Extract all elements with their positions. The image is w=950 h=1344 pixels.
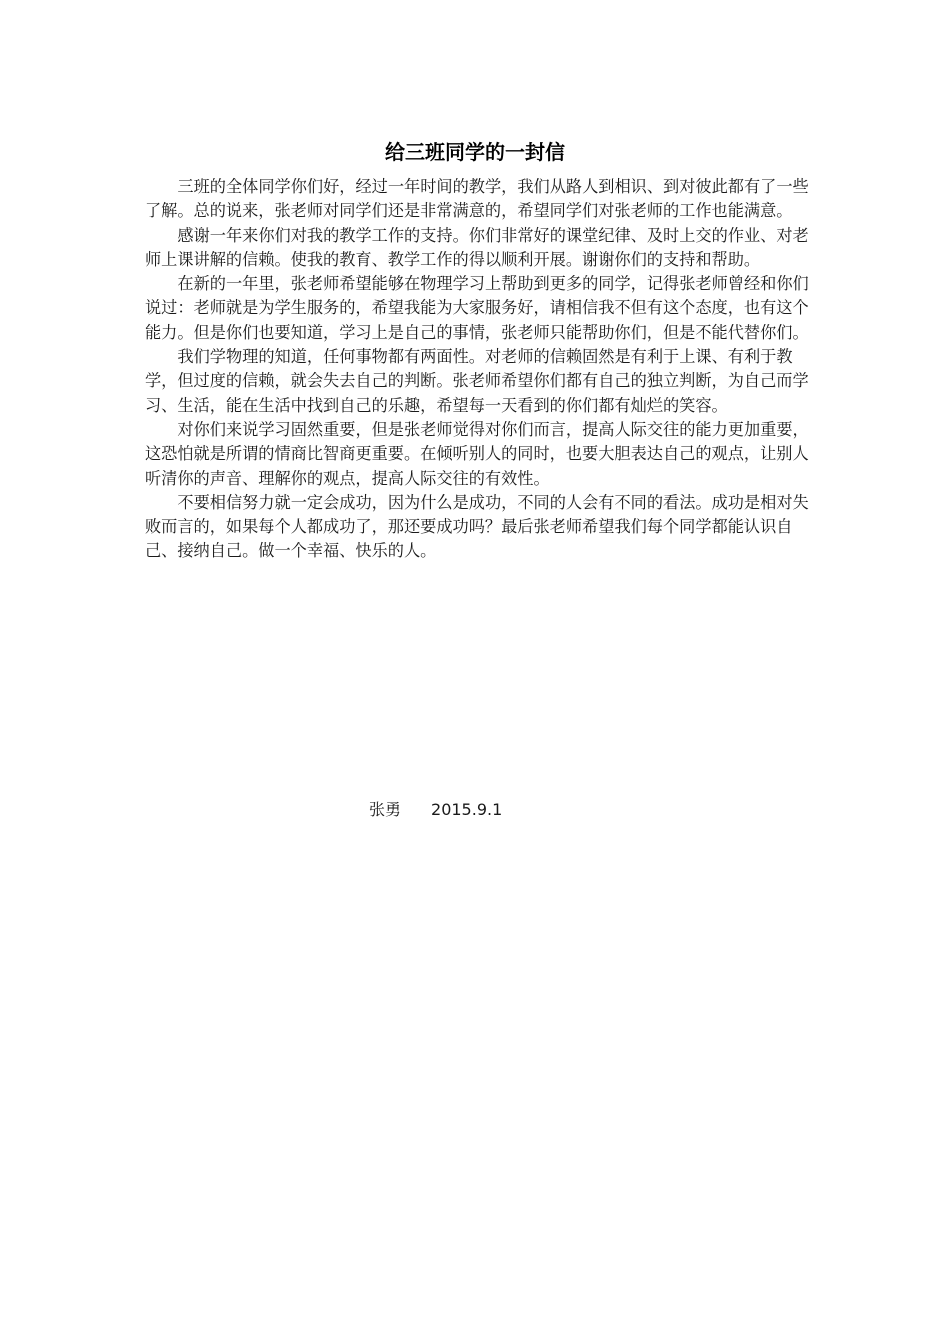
letter-title: 给三班同学的一封信 bbox=[385, 140, 565, 164]
paragraph-5: 对你们来说学习固然重要，但是张老师觉得对你们而言，提高人际交往的能力更加重要，这恐怕就是所谓的情商比智商更重要。在倾听别人的同时，也要大胆表达自己的观点，让别人听清你的声音、理解你的观点，提高人际交往的有效性。 bbox=[145, 419, 809, 488]
paragraph-1: 三班的全体同学你们好，经过一年时间的教学，我们从路人到相识、到对彼此都有了一些了解。总的说来，张老师对同学们还是非常满意的，希望同学们对张老师的工作也能满意。 bbox=[145, 177, 809, 221]
signature-name: 张勇 bbox=[369, 800, 402, 819]
paragraph-2: 感谢一年来你们对我的教学工作的支持。你们非常好的课堂纪律、及时上交的作业、对老师上课讲解的信赖。使我的教育、教学工作的得以顺利开展。谢谢你们的支持和帮助。 bbox=[145, 225, 809, 269]
paragraph-6: 不要相信努力就一定会成功，因为什么是成功，不同的人会有不同的看法。成功是相对失败而言的，如果每个人都成功了，那还要成功吗？最后张老师希望我们每个同学都能认识自己、接纳自己。做一个幸福、快乐的人。 bbox=[145, 492, 809, 561]
letter-body bbox=[145, 175, 813, 564]
signature-date: 2015.9.1 bbox=[431, 800, 503, 819]
paragraph-4: 我们学物理的知道，任何事物都有两面性。对老师的信赖固然是有利于上课、有利于教学，但过度的信赖，就会失去自己的判断。张老师希望你们都有自己的独立判断，为自己而学习、生活，能在生活中找到自己的乐趣，希望每一天看到的你们都有灿烂的笑容。 bbox=[145, 347, 809, 415]
signature-line bbox=[369, 798, 502, 822]
paragraph-3: 在新的一年里，张老师希望能够在物理学习上帮助到更多的同学，记得张老师曾经和你们说过：老师就是为学生服务的，希望我能为大家服务好，请相信我不但有这个态度，也有这个能力。但是你们也要知道，学习上是自己的事情，张老师只能帮助你们，但是不能代替你们。 bbox=[145, 274, 809, 342]
